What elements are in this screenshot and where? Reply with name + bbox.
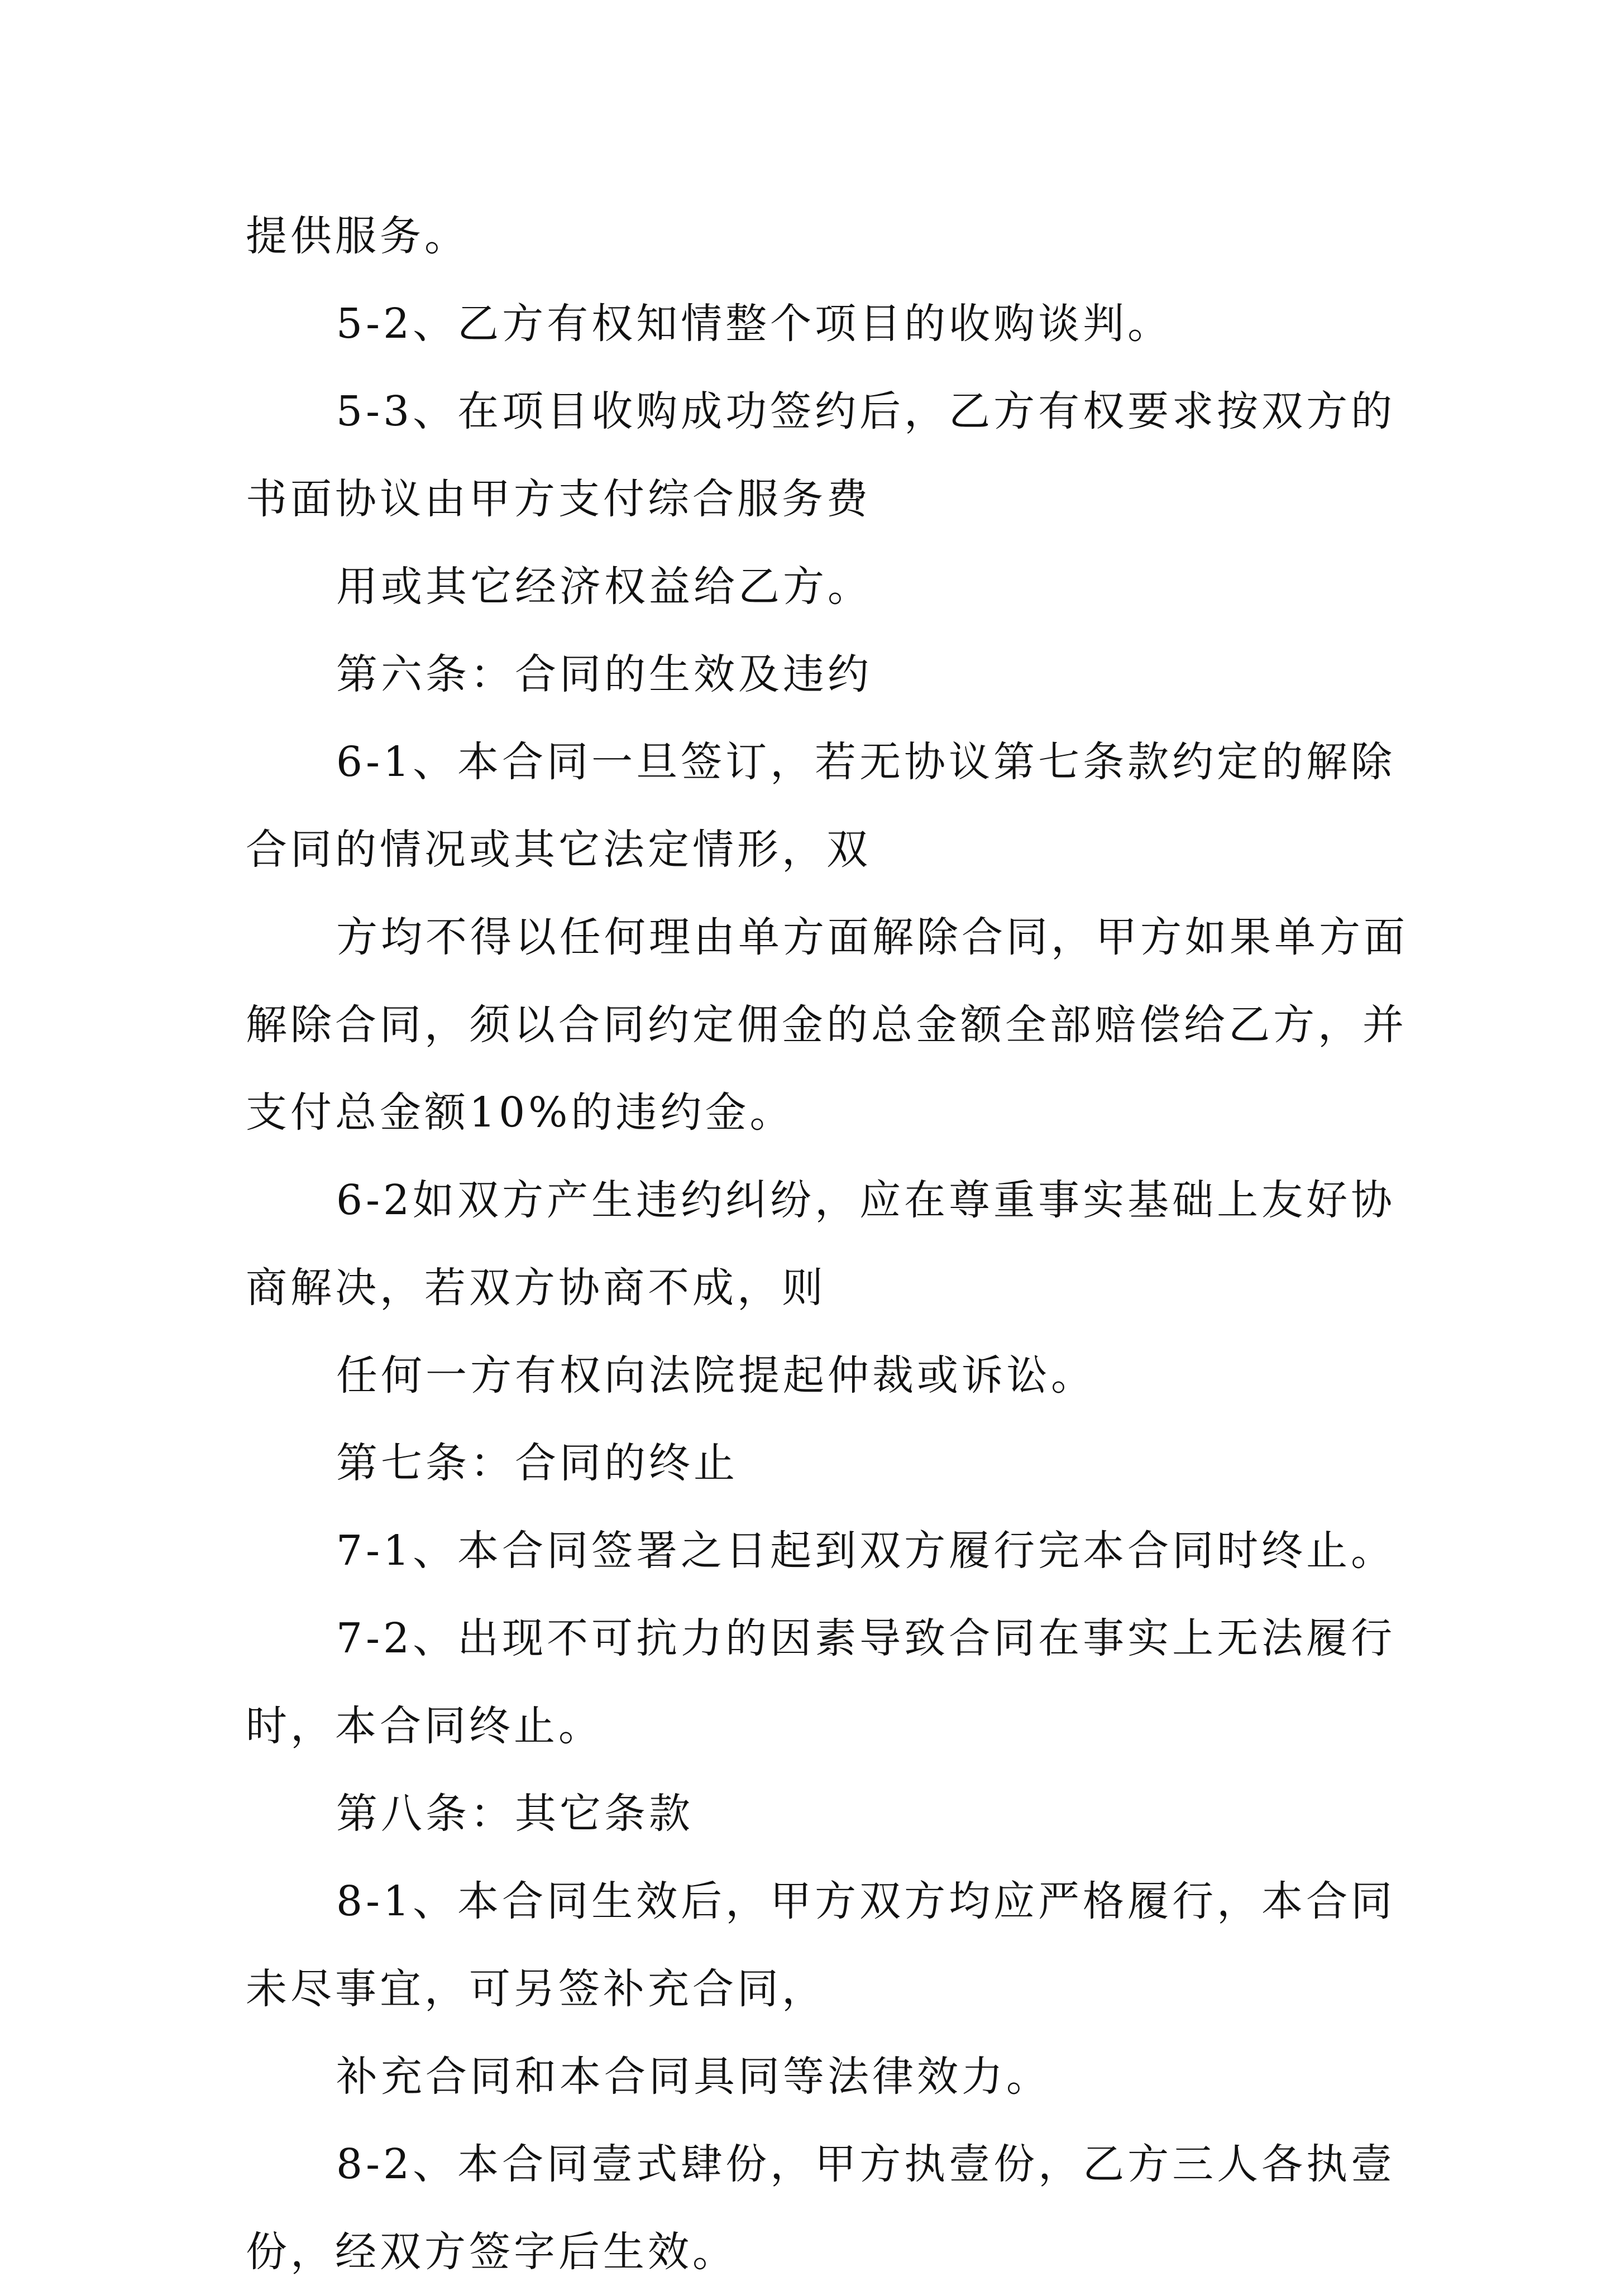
section-heading-8: 第八条：其它条款 [336,1790,694,1838]
paragraph-line: 支付总金额10%的违约金。 [246,1089,795,1137]
clause-5-2: 5-2、乙方有权知情整个项目的收购谈判。 [336,300,1173,348]
clause-6-2: 6-2如双方产生违约纠纷，应在尊重事实基础上友好协 [336,1176,1396,1224]
clause-8-1: 8-1、本合同生效后，甲方双方均应严格履行，本合同 [336,1877,1396,1925]
paragraph-line: 合同的情况或其它法定情形，双 [246,826,871,874]
paragraph-line: 书面协议由甲方支付综合服务费 [246,475,871,523]
document-body [246,193,1408,2296]
paragraph-line: 时，本合同终止。 [246,1702,603,1750]
section-heading-7: 第七条：合同的终止 [336,1439,738,1487]
paragraph-line: 方均不得以任何理由单方面解除合同，甲方如果单方面 [336,913,1408,961]
clause-7-2: 7-2、出现不可抗力的因素导致合同在事实上无法履行 [336,1614,1396,1662]
clause-8-2: 8-2、本合同壹式肆份，甲方执壹份，乙方三人各执壹 [336,2140,1396,2188]
clause-5-3: 5-3、在项目收购成功签约后，乙方有权要求按双方的 [336,387,1396,435]
clause-7-1: 7-1、本合同签署之日起到双方履行完本合同时终止。 [336,1527,1396,1575]
paragraph-line: 补充合同和本合同具同等法律效力。 [336,2053,1051,2101]
paragraph-line: 提供服务。 [246,212,469,260]
clause-6-1: 6-1、本合同一旦签订，若无协议第七条款约定的解除 [336,738,1396,786]
paragraph-line: 商解决，若双方协商不成，则 [246,1264,826,1312]
paragraph-line: 未尽事宜，可另签补充合同， [246,1965,826,2013]
paragraph-line: 解除合同，须以合同约定佣金的总金额全部赔偿给乙方，并 [246,1001,1407,1049]
paragraph-line: 任何一方有权向法院提起仲裁或诉讼。 [336,1351,1096,1399]
section-heading-6: 第六条：合同的生效及违约 [336,650,872,698]
paragraph-line: 份，经双方签字后生效。 [246,2228,737,2276]
paragraph-line: 用或其它经济权益给乙方。 [336,563,872,611]
